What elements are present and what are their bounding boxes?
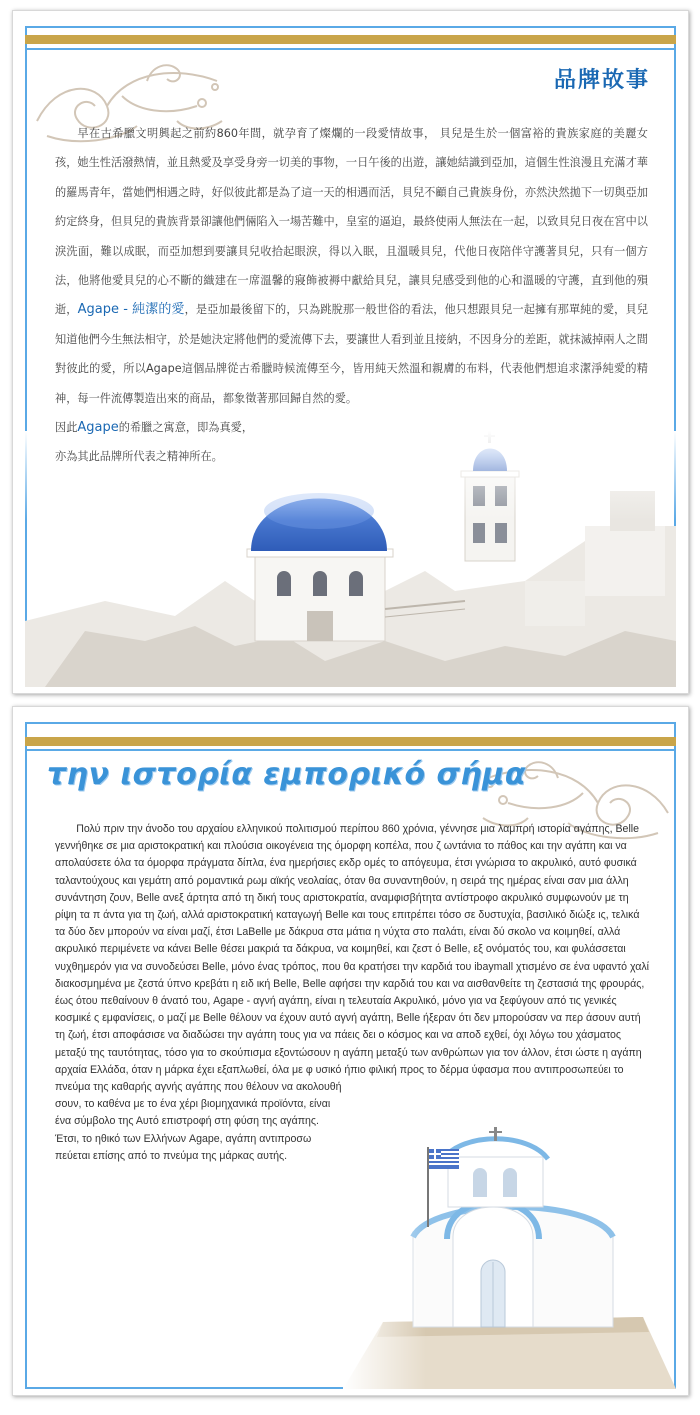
brand-story-text-chinese (55, 119, 648, 472)
story-paragraph-start: 早在古希臘文明興起之前約860年間，就孕育了燦爛的一段愛情故事， 貝兒是生於一個富裕的貴族家庭的美麗女孩，她生性活潑熱情，並且熱愛及享受身旁一切美的事物，一日午後的出遊，讓她結識到亞加，這個生性浪漫且充滿才華的羅馬青年，當她們相遇之時，好似彼此都是為了這一天的相遇而活，貝兒不顧自己貴族身份，亦然決然拋下一切與亞加約定終身，但貝兒的貴族背景卻讓他們倆陷入一場苦難中，皇室的逼迫，最終使兩人無法在一起，以致貝兒日夜在宮中以淚洗面，難以成眠，而亞加想到要讓貝兒收拾起眼淚，得以入眠，且溫暖貝兒，代他日夜陪伴守護著貝兒，只有一個方法，他將他愛貝兒的心不斷的織建在一席溫馨的寢飾被褥中獻給貝兒，讓貝兒感受到他的心和溫暖的守護，直到他的殞逝， (55, 127, 648, 317)
meaning-line (55, 413, 648, 442)
gold-header-bar (25, 35, 676, 44)
meaning-suffix: 的希臘之寓意，即為真愛， (118, 421, 254, 435)
gold-header-bar (25, 737, 676, 746)
agape-brand: Agape (77, 420, 119, 436)
white-chapel-illustration (343, 1127, 676, 1389)
blue-header-line (25, 48, 676, 50)
story-line: πεύεται επίσης από το πνεύμα της μάρκας αυτής. (55, 1149, 288, 1162)
agape-highlight: Agape - 純潔的愛 (77, 302, 185, 318)
story-line: ένα σύμβολο της Αυτό επιστροφή στη φύση της αγάπης. (55, 1115, 319, 1128)
story-line: Έτσι, το ηθικό των Ελλήνων Agape, αγάπη αντιπροσω (55, 1132, 312, 1145)
blue-header-line (25, 749, 676, 751)
story-paragraph: Πολύ πριν την άνοδο του αρχαίου ελληνικού πολιτισμού περίπου 860 χρόνια, γέννησε μια λαμπρή ιστορία αγάπης, Belle γεννήθηκε σε μια αριστοκρατική και πλούσια οικογένεια της όμορφη κοπέλα, που ζ ωντάνια το πάθος και την αγάπη και να απολαύσετε όλα τα όμορφα πράγματα δίπλα, ένα ημερήσιες εκδρ ομές το απόγευμα, έτσι γνώρισα το ακρυλικό, αυτό φυσικά ταλαντούχους και γεμάτη από ρομαντικά ρωμ αϊκής νεολαίας, όταν θα συναντηθούν, η σειρά της ημέρας είναι σαν μια άλλη συνάντηση ζουν, Belle ανεξ άρτητα από τη δική τους αριστοκρατία, αναμφισβήτητα αντίστροφο ακρυλικό συμφωνούν με τη ρίψη τα π άντα για τη ζωή, αλλά αριστοκρατική καταγωγή Belle και τους επιτρέπει τόσο σε δυστυχία, βασιλικό διώξε ις, τελικά τα δύο δεν μπορούν να είναι μαζί, έτσι LaBelle με δάκρυα στα μάτια η νύχτα στο παλάτι, είναι δύ σκολο να κοιμηθεί, αλλά ακρυλικό περιμένετε να κάνει Belle θέσει μακριά τα δάκρυα, να κοιμηθεί, και ζεστ ό Belle, εξ ονόματός του, και φυλάσσεται νυχθημερόν για να συνοδεύσει Belle, μόνο ένας τρόπος, που θα κρατήσει την καρδιά του ibaymall χτισμένο σε ένα υφαντό χαλί διακοσμημένα με ζεστά ύπνο κρεβάτι η ειδ ική Belle, Belle αφήσει την καρδιά του και να αισθανθείτε τη ζεστασιά της φρουράς, έως ότου πεθαίνουν θ άνατό του, Agape - αγνή αγάπη, είναι η τελευταία Ακρυλικό, μόνο για να ξεφύγουν από τις γενικές κοσμικέ ς εμφανίσεις, ο μαζί με Belle θέλουν να έχουν αυτό αγνή αγάπη, Belle ήξεραν ότι δεν μπορούσαν να περ άσουν αυτή τη ζωή, έτσι αποφάσισε να διαδώσει την αγάπη τους για να πάεις δει ο κόσμος και να αποδ εχθεί, όχι λόγω του χάσματος μεταξύ της ταυτότητας, τόσο για το σκούπισμα εξοντώσουν η αγάπη μεταξύ των ανθρώπων για τον άλλον, έτσι ώστε η αγάπη αρχαία Ελλάδα, όταν η μάρκα έχει εξαπλωθεί, όλα με φ υσικό ήπιο φιλική προς το δέρμα ύφασμα που αντιπροσωπεύει το (55, 823, 650, 1076)
brand-story-panel-greek (12, 706, 689, 1396)
story-paragraph (55, 119, 648, 413)
story-line: σουν, το καθένα με το ένα χέρι βιομηχανικά προϊόντα, είναι (55, 1098, 331, 1111)
meaning-prefix: 因此 (55, 421, 78, 435)
story-line: πνεύμα της καθαρής αγνής αγάπης που θέλουν να ακολουθή (55, 1081, 342, 1094)
brand-story-panel-chinese (12, 10, 689, 694)
spirit-line: 亦為其此品牌所代表之精神所在。 (55, 450, 223, 464)
story-paragraph-end: ，是亞加最後留下的，只為跳脫那一般世俗的看法，他只想跟貝兒一起擁有那單純的愛，貝兒知道他們今生無法相守，於是她決定將他們的愛流傳下去，要讓世人看到並且接納，不因身分的差距，就抹滅掉兩人之間對彼此的愛，所以Agape這個品牌從古希臘時候流傳至今，皆用純天然溫和親膚的布料，代表他們想追求潔淨純愛的精神，每一件流傳製造出來的商品，都象徵著那回歸自然的愛。 (55, 303, 648, 405)
page-title: 品牌故事 (553, 68, 650, 93)
brand-story-text-greek (55, 821, 650, 1165)
page-title: την ιστορία εμπορικό σήμα (47, 757, 526, 792)
